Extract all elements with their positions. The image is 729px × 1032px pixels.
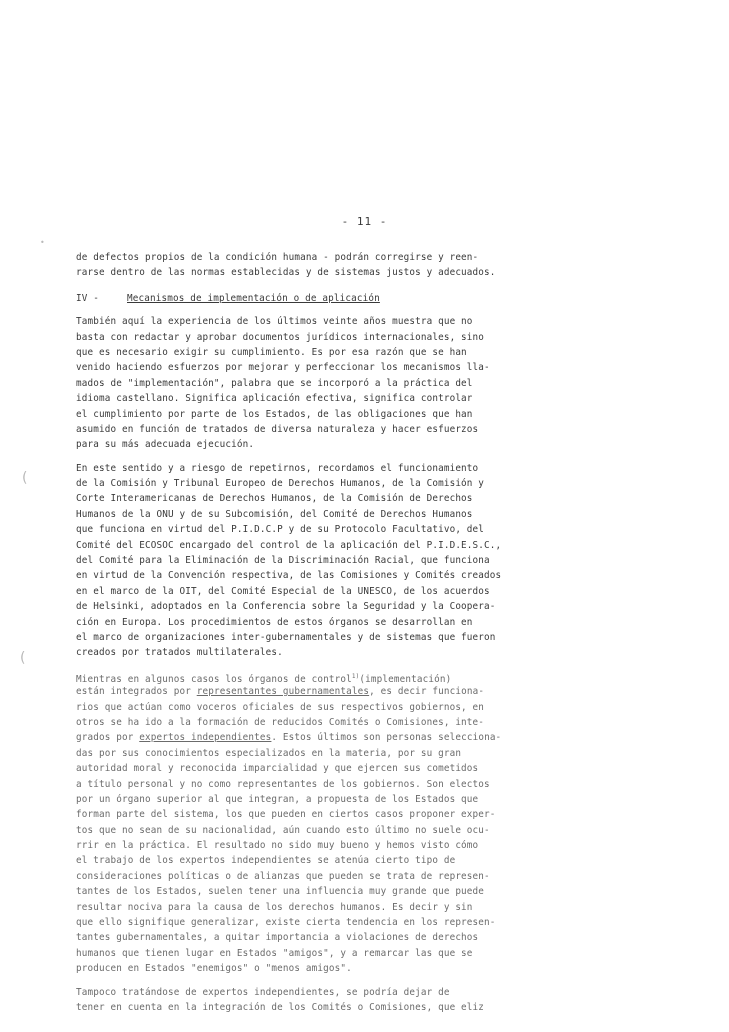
- paragraph-3: [76, 669, 546, 977]
- footnote-ref: 1): [351, 672, 360, 680]
- text-line: [76, 730, 546, 745]
- text-line: tantes gubernamentales, a quitar importancia a violaciones de derechos: [76, 932, 479, 944]
- document-body: [76, 250, 546, 1015]
- text-line: del Comité para la Eliminación de la Discriminación Racial, que funciona: [76, 555, 490, 567]
- text-line: de Helsinki, adoptados en la Conferencia sobre la Seguridad y la Coopera-: [76, 601, 496, 613]
- text-line: en virtud de la Convención respectiva, de las Comisiones y Comités creados: [76, 570, 502, 582]
- text-line: rrir en la práctica. El resultado no sido muy bueno y hemos visto cómo: [76, 840, 479, 852]
- text-line: forman parte del sistema, los que pueden en ciertos casos proponer exper-: [76, 809, 496, 821]
- text-run: están integrados por: [76, 686, 197, 698]
- scan-mark: (: [20, 650, 26, 666]
- text-line: de la Comisión y Tribunal Europeo de Derechos Humanos, de la Comisión y: [76, 478, 485, 490]
- text-line: asumido en función de tratados de diversa naturaleza y hacer esfuerzos: [76, 423, 479, 435]
- page-number: - 11 -: [341, 215, 388, 228]
- text-line: que funciona en virtud del P.I.D.C.P y de su Protocolo Facultativo, del: [76, 524, 485, 536]
- text-line: resultar nociva para la causa de los derechos humanos. Es decir y sin: [76, 901, 473, 913]
- text-line: el cumplimiento por parte de los Estados, de las obligaciones que han: [76, 408, 473, 420]
- paragraph-2: [76, 461, 546, 661]
- text-line: Corte Interamericanas de Derechos Humanos, de la Comisión de Derechos: [76, 493, 473, 505]
- text-line: de defectos propios de la condición humana - podrán corregirse y reen-: [76, 252, 479, 263]
- text-run: . Estos últimos son personas selecciona-: [271, 732, 502, 744]
- text-line: en el marco de la OIT, del Comité Especial de la UNESCO, de los acuerdos: [76, 585, 490, 597]
- text-line: que es necesario exigir su cumplimiento. Es por esa razón que se han: [76, 346, 467, 358]
- text-line: rarse dentro de las normas establecidas y de sistemas justos y adecuados.: [76, 267, 496, 279]
- text-line: ción en Europa. Los procedimientos de estos órganos se desarrollan en: [76, 616, 473, 628]
- text-line: basta con redactar y aprobar documentos jurídicos internacionales, sino: [76, 331, 485, 343]
- text-line: que ello signifique generalizar, existe cierta tendencia en los represen-: [76, 917, 496, 929]
- text-run: , es decir funciona-: [369, 686, 485, 698]
- section-title: Mecanismos de implementación o de aplicación: [127, 292, 380, 304]
- text-line: venido haciendo esfuerzos por mejorar y perfeccionar los mecanismos lla-: [76, 362, 490, 374]
- text-line: Humanos de la ONU y de su Subcomisión, del Comité de Derechos Humanos: [76, 508, 473, 520]
- text-line: idioma castellano. Significa aplicación efectiva, significa controlar: [76, 393, 473, 405]
- paragraph-4: [76, 985, 546, 1016]
- text-line: consideraciones políticas o de alianzas que pueden se trata de represen-: [76, 870, 490, 882]
- text-line: por un órgano superior al que integran, a propuesta de los Estados que: [76, 793, 479, 805]
- text-line: En este sentido y a riesgo de repetirnos, recordamos el funcionamiento: [76, 462, 479, 474]
- text-line: tantes de los Estados, suelen tener una influencia muy grande que puede: [76, 886, 485, 898]
- section-number: IV -: [76, 292, 99, 304]
- text-run: grados por: [76, 732, 140, 744]
- text-line: el trabajo de los expertos independientes se atenúa cierto tipo de: [76, 855, 456, 867]
- text-run: Mientras en algunos casos los órganos de control: [76, 673, 352, 685]
- text-line: tos que no sean de su nacionalidad, aún cuando esto último no suele ocu-: [76, 824, 490, 836]
- text-line: humanos que tienen lugar en Estados "amigos", y a remarcar las que se: [76, 947, 473, 959]
- text-line: autoridad moral y reconocida imparcialidad y que ejercen sus cometidos: [76, 763, 479, 775]
- text-line: para su más adecuada ejecución.: [76, 439, 255, 451]
- text-line: creados por tratados multilaterales.: [76, 647, 283, 659]
- text-line: producen en Estados "enemigos" o "menos amigos".: [76, 963, 352, 975]
- text-line: das por sus conocimientos especializados en la materia, por su gran: [76, 747, 462, 759]
- text-line: a título personal y no como representantes de los gobiernos. Son electos: [76, 778, 490, 790]
- text-line: el marco de organizaciones inter-gubernamentales y de sistemas que fueron: [76, 631, 496, 643]
- text-run: (implementación): [359, 673, 452, 685]
- scan-speck: •: [40, 238, 45, 247]
- underlined-term: expertos independientes: [139, 732, 272, 744]
- text-line: También aquí la experiencia de los últimos veinte años muestra que no: [76, 316, 473, 328]
- scan-mark: (: [22, 470, 28, 486]
- text-line: Tampoco tratándose de expertos independientes, se podría dejar de: [76, 986, 450, 998]
- text-line: [76, 669, 546, 684]
- text-line: otros se ha ido a la formación de reducidos Comités o Comisiones, inte-: [76, 716, 485, 728]
- underlined-term: representantes gubernamentales: [196, 686, 370, 698]
- text-line: Comité del ECOSOC encargado del control de la aplicación del P.I.D.E.S.C.,: [76, 539, 502, 551]
- section-heading: [76, 291, 546, 306]
- text-line: tener en cuenta en la integración de los Comités o Comisiones, que eliz: [76, 1001, 485, 1013]
- text-line: [76, 684, 546, 699]
- text-line: rios que actúan como voceros oficiales de sus respectivos gobiernos, en: [76, 701, 485, 713]
- text-line: mados de "implementación", palabra que se incorporó a la práctica del: [76, 377, 473, 389]
- paragraph-1: [76, 314, 546, 453]
- blank-page-area: [0, 0, 729, 200]
